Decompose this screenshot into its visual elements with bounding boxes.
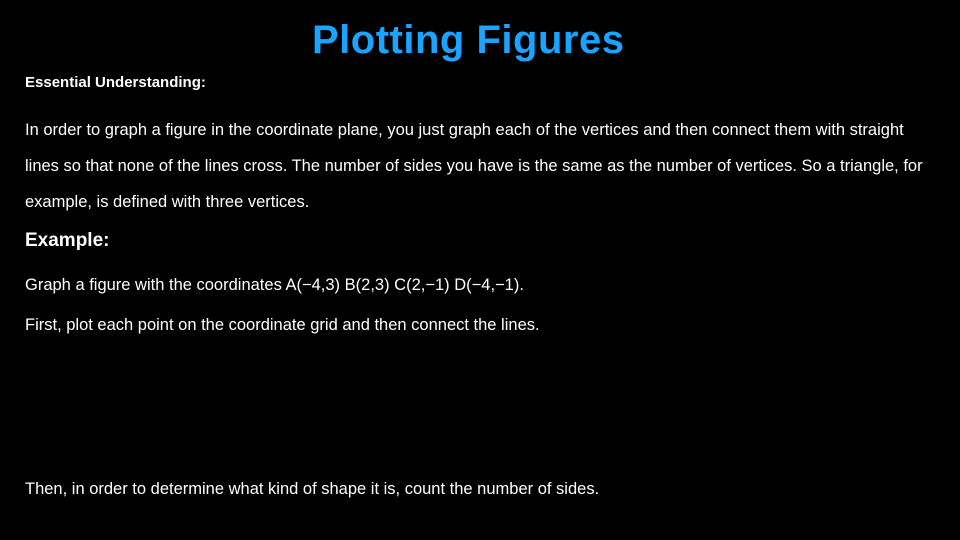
step-one-text: First, plot each point on the coordinate grid and then connect the lines.: [25, 316, 540, 334]
essential-understanding-paragraph: In order to graph a figure in the coordinate plane, you just graph each of the vertices and then connect them with straight lines so that none of the lines cross. The number of sides you have is the same as the number of vertices. So a triangle, for example, is defined with three vertices.: [25, 121, 923, 211]
example-heading: Example:: [25, 230, 110, 251]
essential-understanding-label: Essential Understanding:: [25, 74, 206, 91]
slide-title: Plotting Figures: [312, 18, 625, 62]
step-two-text: Then, in order to determine what kind of shape it is, count the number of sides.: [25, 480, 600, 498]
example-prompt: Graph a figure with the coordinates A(−4,3) B(2,3) C(2,−1) D(−4,−1).: [25, 276, 524, 294]
